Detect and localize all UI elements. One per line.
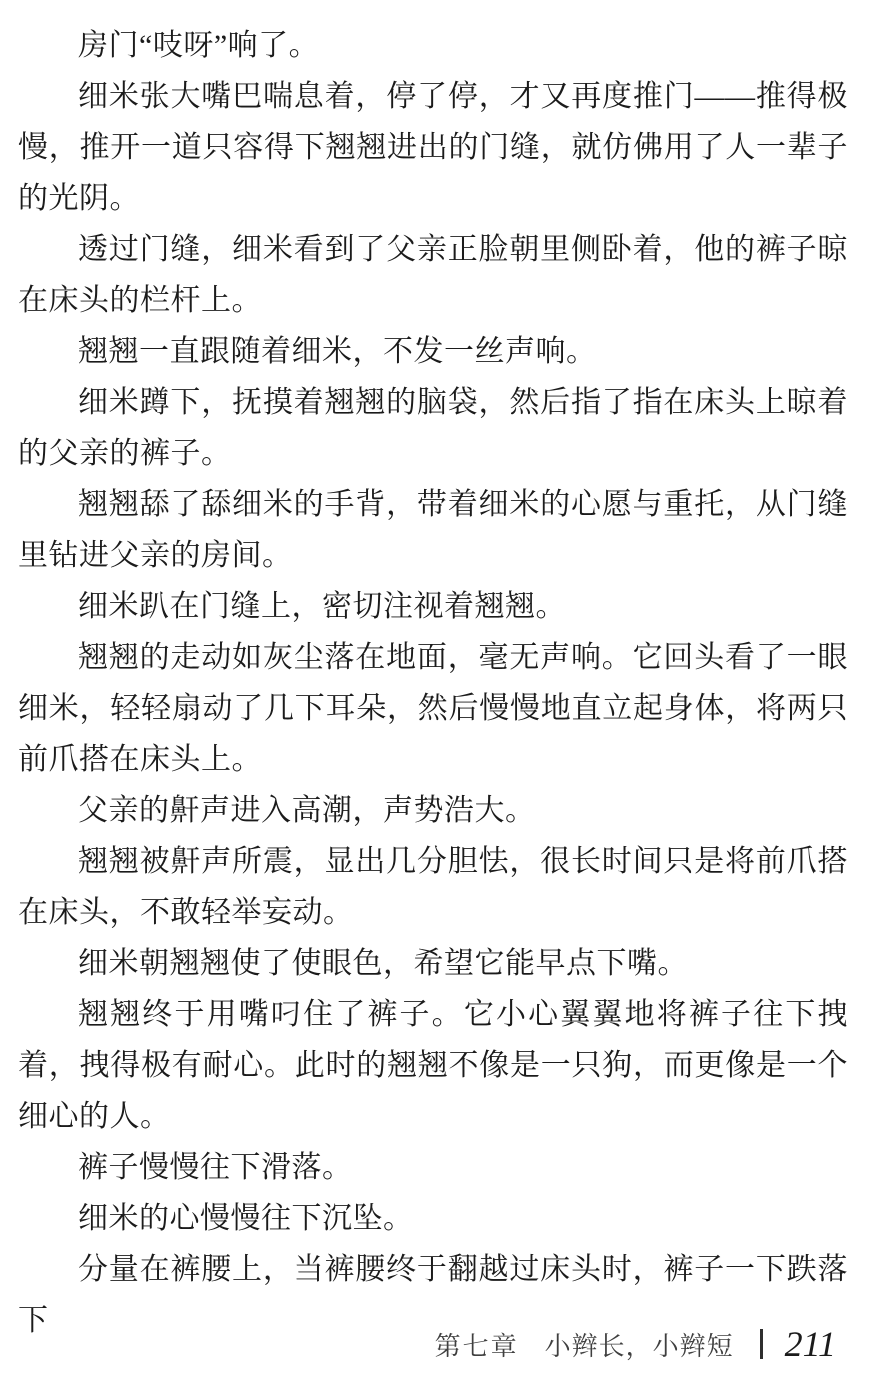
footer-divider: [760, 1329, 763, 1359]
paragraph: 细米趴在门缝上，密切注视着翘翘。: [78, 590, 566, 623]
paragraph: 透过门缝，细米看到了父亲正脸朝里侧卧着，他的裤子晾在床头的栏杆上。: [18, 233, 848, 317]
paragraph: 翘翘舔了舔细米的手背，带着细米的心愿与重托，从门缝里钻进父亲的房间。: [18, 488, 848, 572]
page-footer: [435, 1323, 836, 1365]
paragraph: 细米的心慢慢往下沉坠。: [78, 1202, 414, 1235]
paragraph: 翘翘终于用嘴叼住了裤子。它小心翼翼地将裤子往下拽着，拽得极有耐心。此时的翘翘不像是一只狗，而更像是一个细心的人。: [18, 998, 848, 1133]
paragraph: 翘翘被鼾声所震，显出几分胆怯，很长时间只是将前爪搭在床头，不敢轻举妄动。: [18, 845, 848, 929]
paragraph: 裤子慢慢往下滑落。: [78, 1151, 353, 1184]
paragraph: 父亲的鼾声进入高潮，声势浩大。: [78, 794, 536, 827]
paragraph: 细米张大嘴巴喘息着，停了停，才又再度推门——推得极慢，推开一道只容得下翘翘进出的门缝，就仿佛用了人一辈子的光阴。: [18, 80, 848, 215]
page-body-text: [18, 20, 848, 1346]
chapter-number: 第七章: [434, 1331, 519, 1361]
page-number: 211: [784, 1324, 836, 1364]
paragraph: 翘翘的走动如灰尘落在地面，毫无声响。它回头看了一眼细米，轻轻扇动了几下耳朵，然后慢慢地直立起身体，将两只前爪搭在床头上。: [18, 641, 848, 776]
paragraph: 翘翘一直跟随着细米，不发一丝声响。: [78, 335, 597, 368]
paragraph: 分量在裤腰上，当裤腰终于翻越过床头时，裤子一下跌落下: [18, 1253, 848, 1337]
chapter-title: 小辫长，小辫短: [544, 1331, 734, 1361]
paragraph: 细米蹲下，抚摸着翘翘的脑袋，然后指了指在床头上晾着的父亲的裤子。: [18, 386, 848, 470]
paragraph: 房门“吱呀”响了。: [78, 29, 320, 62]
paragraph: 细米朝翘翘使了使眼色，希望它能早点下嘴。: [78, 947, 688, 980]
